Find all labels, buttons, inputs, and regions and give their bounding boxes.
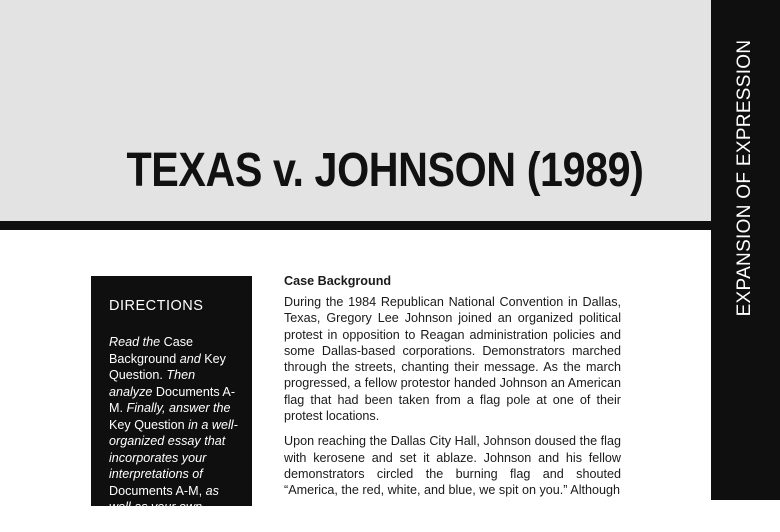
body-paragraph: During the 1984 Republican National Convention in Dallas, Texas, Gregory Lee Johnson joined an organized political protest in opposition to Reagan administration policies and some Dallas-based corporations. Demonstrators marched through the streets, chanting their message. As the march progressed, a fellow protestor handed Johnson an American flag that had been taken from a flag pole at one of their protest locations. <box>284 295 621 424</box>
directions-segment: Finally, answer the <box>126 401 231 415</box>
directions-segment: Documents A-M, <box>109 483 206 498</box>
directions-segment: Case Background <box>109 335 194 366</box>
directions-text <box>109 334 242 532</box>
page-title: TEXAS v. JOHNSON (1989) <box>126 144 644 197</box>
directions-segment: Key Question <box>109 417 189 432</box>
directions-segment: Then analyze <box>109 368 196 399</box>
directions-segment: Documents A-M. <box>109 384 236 415</box>
directions-segment: and <box>179 351 201 366</box>
case-background-section <box>284 272 621 508</box>
section-side-label: EXPANSION OF EXPRESSION <box>734 39 755 317</box>
directions-box <box>91 276 252 531</box>
directions-heading: DIRECTIONS <box>109 298 204 314</box>
directions-segment: in a well-organized essay that incorporates your interpretations of <box>109 417 238 481</box>
directions-segment: Key Question. <box>109 351 226 382</box>
directions-segment: as well as your own knowledge of history. <box>109 483 227 531</box>
directions-segment: Read the <box>109 335 161 349</box>
header-divider <box>0 221 711 230</box>
case-background-heading: Case Background <box>284 274 392 288</box>
body-paragraph: Upon reaching the Dallas City Hall, Johnson doused the flag with kerosene and set it ablaze. Johnson and his fellow demonstrators circled the burning flag and shouted “America, the red, white, and blue, we spit on you.” Although <box>284 434 621 498</box>
